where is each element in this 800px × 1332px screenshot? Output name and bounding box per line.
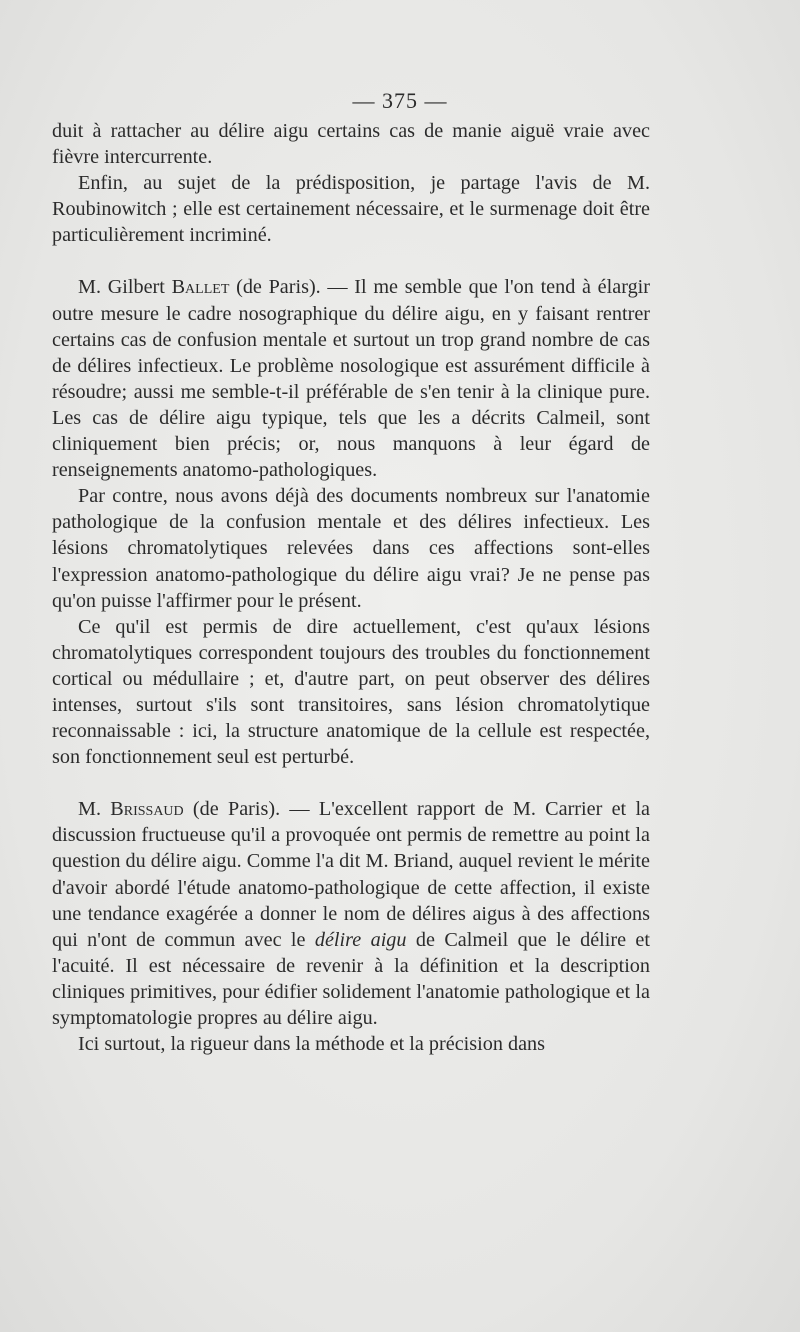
paragraph-4: Par contre, nous avons déjà des documents nombreux sur l'anatomie pathologique de la confusion mentale et des délires infectieux. Les lésions chromatolytiques relevées dans ces affections sont-elles l'expression anatomo-pathologique du délire aigu vrai? Je ne pense pas qu'on puisse l'affirmer pour le présent. [52,485,650,612]
paragraph-text-before: — L'excellent rapport de M. Carrier et la discussion fructueuse qu'il a provoquée ont permis de remettre au point la question du délire aigu. Comme l'a dit M. Briand, auquel revient le mérite d'avoir abordé l'étude anatomo-pathologique de cette affection, il existe une tendance exagérée a donner le nom de délires aigus à des affections qui n'ont de commun avec le [52,798,651,951]
speaker-name-brissaud: Brissaud [110,798,184,821]
paragraph-5: Ce qu'il est permis de dire actuellement, c'est qu'aux lésions chromatolytiques correspondent toujours des troubles du fonctionnement cortical ou médullaire ; et, d'autre part, on peut observer des délires intenses, surtout s'ils sont transitoires, sans lésion chromatolytique reconnaissable : ici, la structure anatomique de la cellule est respectée, son fonctionnement seul est perturbé. [52,615,650,769]
italic-term: délire aigu [314,928,407,951]
paragraph-text: — Il me semble que l'on tend à élargir outre mesure le cadre nosographique du délire aigu, en y faisant rentrer certains cas de confusion mentale et surtout un trop grand nombre de cas de délires infectieux. Le problème nosologique est assurément difficile à résoudre; aussi me semble-t-il préférable de s'en tenir à la clinique pure. Les cas de délire aigu typique, tels que les a décrits Calmeil, sont cliniquement bien précis; or, nous manquons à leur égard de renseignements anatomo-pathologiques. [52,276,650,482]
paragraph-brissaud [52,796,650,1031]
speaker-origin: (de Paris). [183,798,281,821]
body-text [52,118,650,1057]
speaker-name-ballet: Ballet [171,276,230,299]
paragraph-1: duit à rattacher au délire aigu certains cas de manie aiguë vraie avec fièvre intercurrente. [52,120,650,169]
speaker-prefix: M. [78,798,111,821]
page-number: — 375 — [352,88,448,113]
paragraph-ballet [52,274,650,483]
paragraph-2: Enfin, au sujet de la prédisposition, je partage l'avis de M. Roubinowitch ; elle est certainement nécessaire, et le surmenage doit être particulièrement incriminé. [52,172,650,247]
paragraph-text-after: de Calmeil que le délire et l'acuité. Il est nécessaire de revenir à la définition et la description cliniques primitives, pour édifier solidement l'anatomie pathologique et la symptomatologie propres au délire aigu. [52,928,651,1029]
paragraph-7: Ici surtout, la rigueur dans la méthode et la précision dans [78,1033,545,1056]
speaker-origin: (de Paris). [229,276,321,299]
speaker-prefix: M. Gilbert [78,276,172,299]
